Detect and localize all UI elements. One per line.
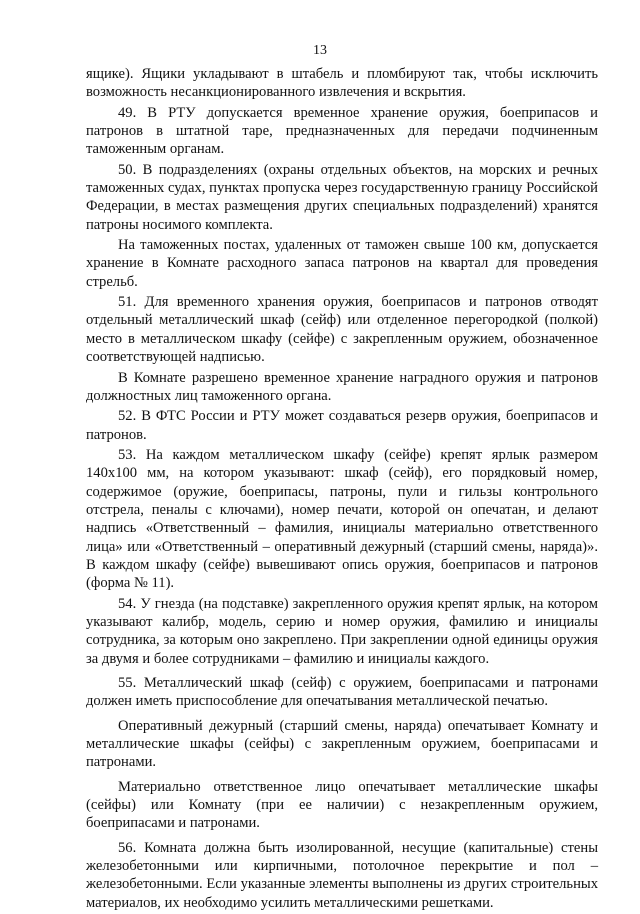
paragraph-51: 51. Для временного хранения оружия, боеприпасов и патронов отводят отдельный металлический шкаф (сейф) или отделенное перегородкой (полкой) место в металлическом шкафу (сейфе) с закрепленным оружием, обозначенное соответствующей надписью. xyxy=(86,294,598,366)
paragraph-50: 50. В подразделениях (охраны отдельных объектов, на морских и речных таможенных судах, пунктах пропуска через государственную границу Российской Федерации, в местах размещения других специальных подразделений) хранятся патроны носимого комплекта. xyxy=(86,161,598,233)
paragraph-53: 53. На каждом металлическом шкафу (сейфе) крепят ярлык размером 140х100 мм, на котором указывают: шкаф (сейф), его порядковый номер, содержимое (оружие, боеприпасы, патроны, пули и гильзы контрольного отстрела, пеналы с ключами), номер печати, которой он опечатан, и делают надпись «Ответственный – фамилия, инициалы материально ответственного лица» или «Ответственный – оперативный дежурный (старший смены, наряда)». В каждом шкафу (сейфе) вывешивают опись оружия, боеприпасов и патронов (форма № 11). xyxy=(86,446,598,592)
paragraph-50-customs-posts: На таможенных постах, удаленных от таможен свыше 100 км, допускается хранение в Комнате расходного запаса патронов на квартал для проведения стрельб. xyxy=(86,237,598,290)
paragraph-49: 49. В РТУ допускается временное хранение оружия, боеприпасов и патронов в штатной таре, предназначенных для передачи подчиненным таможенным органам. xyxy=(86,104,598,158)
paragraph-55: 55. Металлический шкаф (сейф) с оружием, боеприпасами и патронами должен иметь приспособление для опечатывания металлической печатью. xyxy=(86,675,598,710)
paragraph-52: 52. В ФТС России и РТУ может создаваться резерв оружия, боеприпасов и патронов. xyxy=(86,408,598,443)
paragraph-51-award-weapons: В Комнате разрешено временное хранение наградного оружия и патронов должностных лиц таможенного органа. xyxy=(86,369,598,404)
page-number: 13 xyxy=(313,43,327,58)
paragraph-56: 56. Комната должна быть изолированной, несущие (капитальные) стены железобетонными или кирпичными, потолочное перекрытие и пол – железобетонными. Если указанные элементы выполнены из других строительных материалов, их необходимо усилить металлическими решетками. xyxy=(86,839,598,911)
paragraph-continuation: ящике). Ящики укладывают в штабель и пломбируют так, чтобы исключить возможность несанкционированного извлечения и вскрытия. xyxy=(86,66,598,101)
paragraph-55-duty-officer: Оперативный дежурный (старший смены, наряда) опечатывает Комнату и металлические шкафы (сейфы) с закрепленным оружием, боеприпасами и патронами. xyxy=(86,717,598,771)
paragraph-54: 54. У гнезда (на подставке) закрепленного оружия крепят ярлык, на котором указывают калибр, модель, серию и номер оружия, фамилию и инициалы сотрудника, за которым оно закреплено. При закреплении одной единицы оружия за двумя и более сотрудниками – фамилию и инициалы каждого. xyxy=(86,595,598,667)
paragraph-55-responsible-person: Материально ответственное лицо опечатывает металлические шкафы (сейфы) или Комнату (при ее наличии) с незакрепленным оружием, боеприпасами и патронами. xyxy=(86,778,598,832)
document-body xyxy=(86,65,598,914)
